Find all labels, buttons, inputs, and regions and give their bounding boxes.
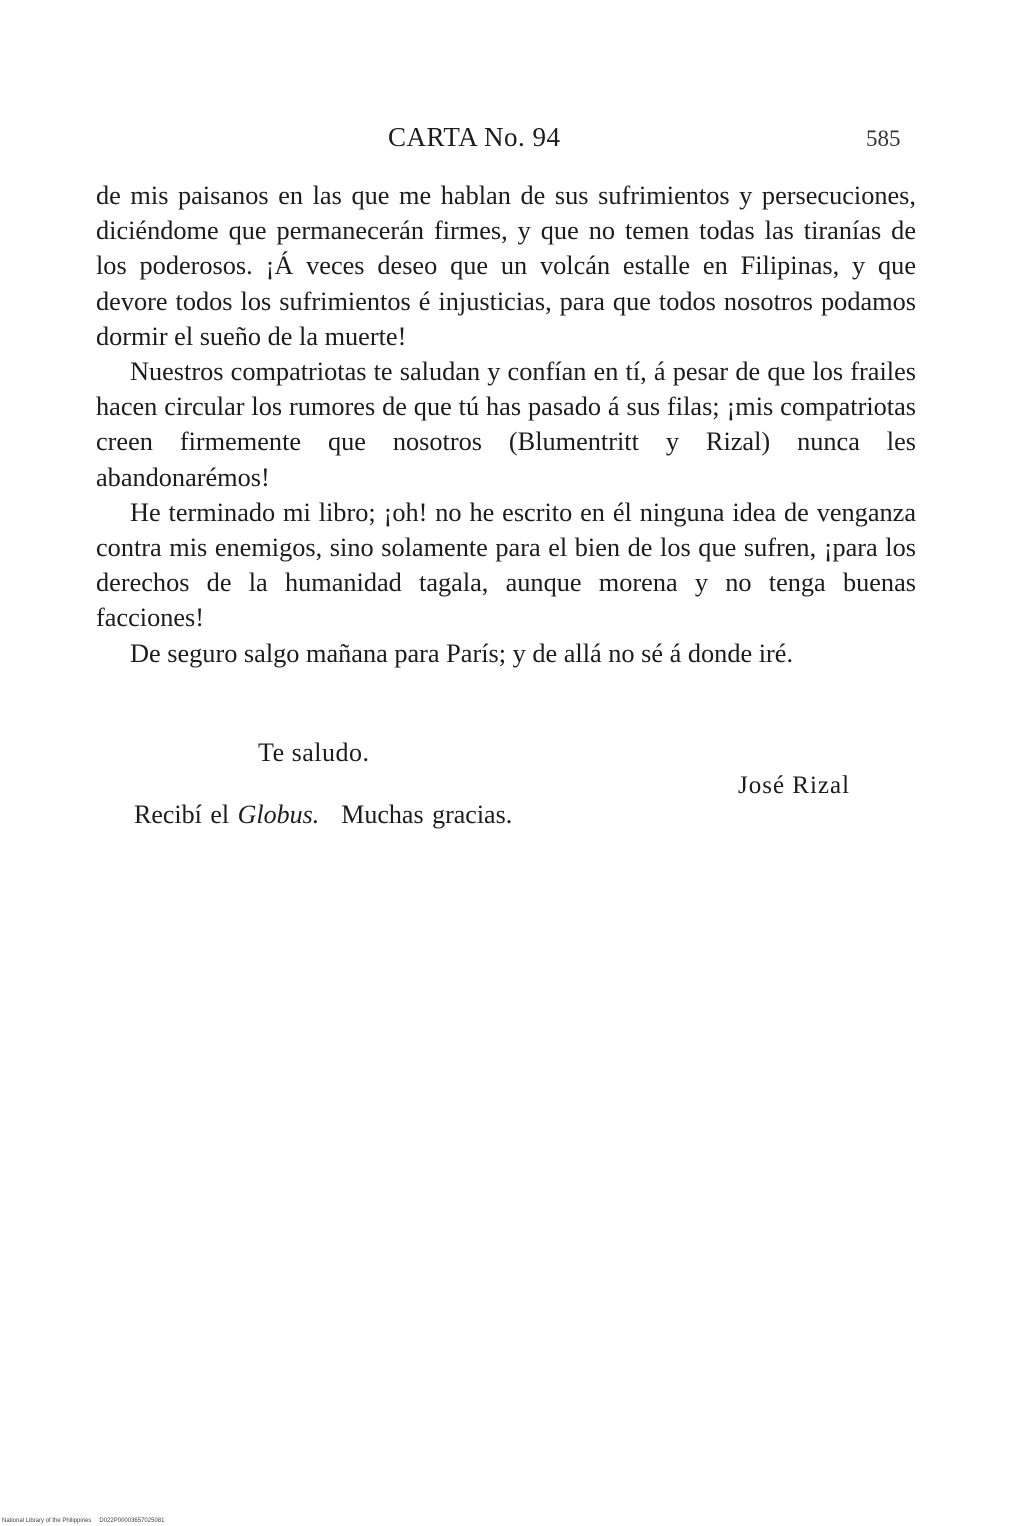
footer-library: National Library of the Philippines: [2, 1518, 92, 1524]
scan-footer: [2, 1518, 164, 1524]
page-title: CARTA No. 94: [388, 122, 561, 152]
body-paragraph: He terminado mi libro; ¡oh! no he escrito en él ninguna idea de venganza contra mis enemigos, sino solamente para el bien de los que sufren, ¡para los derechos de la humanidad tagala, aunque morena y no tenga buenas facciones!: [96, 497, 916, 633]
footer-code: D022P00003657025081: [99, 1518, 165, 1524]
body-paragraph: Nuestros compatriotas te saludan y confían en tí, á pesar de que los frailes hacen circular los rumores de que tú has pasado á sus filas; ¡mis compatriotas creen firmemente que nosotros (Blumentritt y Rizal) nunca les abandonarémos!: [96, 357, 916, 492]
postscript-text: Recibí el: [134, 800, 230, 829]
postscript-journal-title: Globus.: [237, 800, 320, 829]
signature: José Rizal: [738, 772, 851, 799]
page-number: 585: [866, 126, 901, 151]
running-head: [0, 120, 1014, 160]
body-paragraph: de mis paisanos en las que me hablan de sus sufrimientos y persecuciones, diciéndome que permanecerán firmes, y que no temen todas las tiranías de los poderosos. ¡Á veces deseo que un volcán estalle en Filipinas, y que devore todos los sufrimientos é injusticias, para que todos nosotros podamos dormir el sueño de la muerte!: [96, 181, 916, 351]
postscript: [134, 800, 512, 830]
body-paragraph: De seguro salgo mañana para París; y de allá no sé á donde iré.: [130, 638, 794, 668]
postscript-thanks: Muchas gracias.: [341, 800, 513, 829]
closing-salutation: Te saludo.: [258, 738, 370, 767]
letter-body: [96, 178, 916, 671]
